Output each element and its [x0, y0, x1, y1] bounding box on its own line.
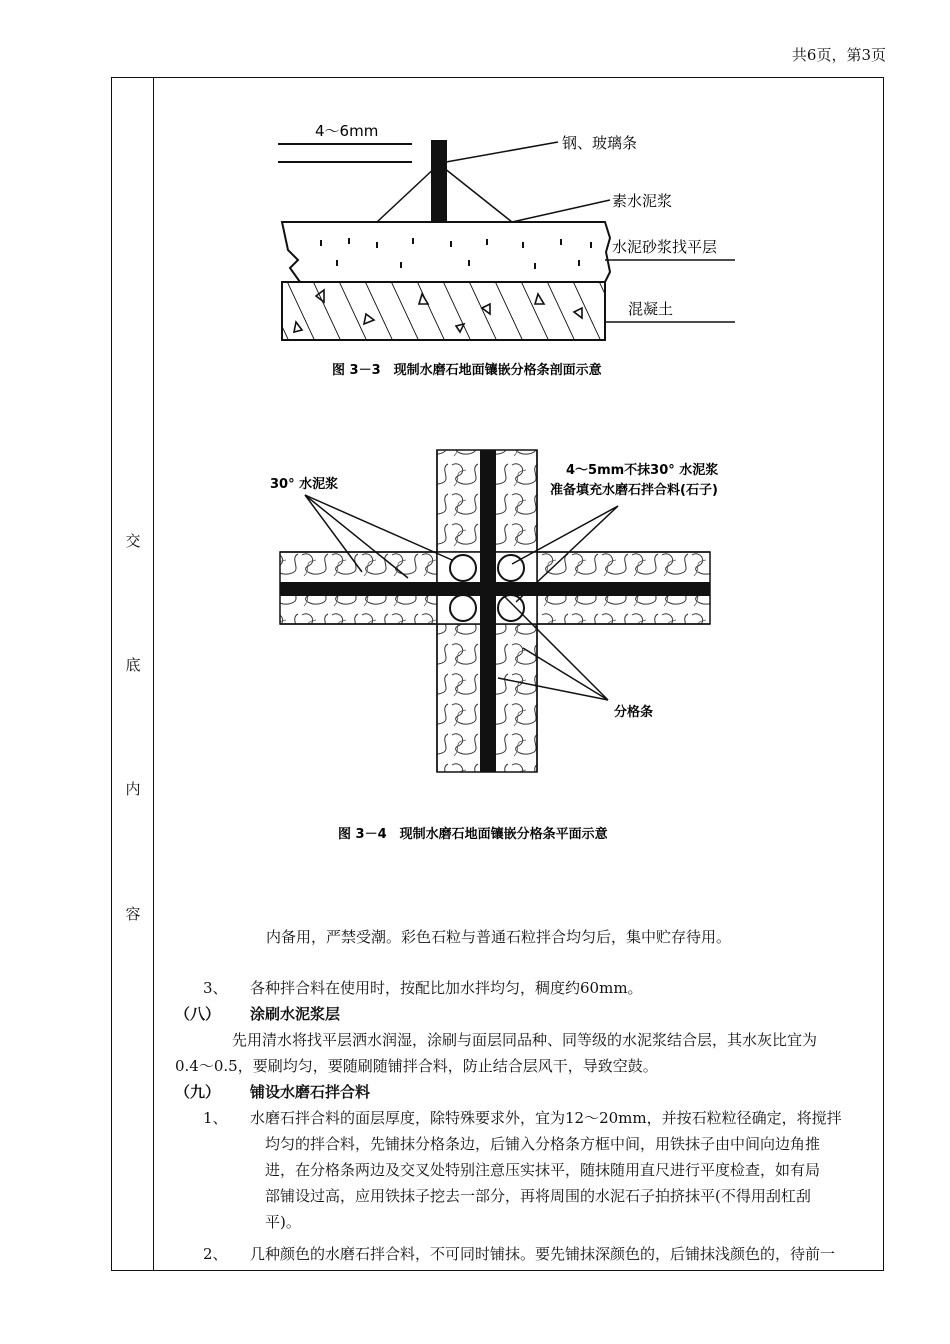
side-label-char: 容 [125, 905, 141, 923]
paragraph-continued: 内备用，严禁受潮。彩色石粒与普通石粒拌合均匀后，集中贮存待用。 [266, 928, 732, 946]
section-8-title: 涂刷水泥浆层 [250, 1005, 341, 1023]
section-9-number: （九） [175, 1083, 221, 1101]
label-leveling-layer: 水泥砂浆找平层 [612, 238, 718, 256]
side-label-char: 底 [125, 656, 141, 674]
figure-3-3-section [278, 122, 735, 378]
label-4-5mm: 4～5mm不抹30° 水泥浆 [566, 463, 719, 478]
label-cement-slurry-30: 30° 水泥浆 [270, 477, 339, 492]
item-3-number: 3、 [203, 979, 228, 997]
label-steel-glass-strip: 钢、玻璃条 [562, 134, 638, 152]
figure-3-3-caption: 图 3－3 现制水磨石地面镶嵌分格条剖面示意 [332, 363, 602, 378]
item-3-text: 各种拌合料在使用时，按配比加水拌均匀，稠度约60mm。 [250, 979, 643, 997]
figures [150, 100, 870, 864]
figure-3-4-caption: 图 3－4 现制水磨石地面镶嵌分格条平面示意 [338, 827, 608, 842]
section-8-paragraph-line: 0.4～0.5，要刷均匀，要随刷随铺拌合料，防止结合层风干，导致空鼓。 [175, 1057, 658, 1075]
item-1-line: 水磨石拌合料的面层厚度，除特殊要求外，宜为12～20mm，并按石粒粒径确定，将搅拌 [250, 1109, 842, 1127]
label-concrete: 混凝土 [628, 300, 674, 318]
side-label-char: 交 [125, 532, 141, 550]
item-1-line: 进，在分格条两边及交叉处特别注意压实抹平，随抹随用直尺进行平度检查，如有局 [265, 1161, 821, 1179]
item-2-number: 2、 [203, 1245, 228, 1263]
side-label-char: 内 [125, 780, 141, 798]
dimension-label: 4～6mm [315, 122, 379, 140]
item-2-text: 几种颜色的水磨石拌合料，不可同时铺抹。要先铺抹深颜色的，后铺抹浅颜色的，待前一 [250, 1245, 836, 1263]
item-1-line: 均匀的拌合料，先铺抹分格条边，后铺入分格条方框中间，用铁抹子由中间向边角推 [265, 1135, 821, 1153]
section-8-number: （八） [175, 1005, 221, 1023]
item-1-line: 平)。 [265, 1213, 301, 1231]
item-1-line: 部铺设过高，应用铁抹子挖去一部分，再将周围的水泥石子拍挤抹平(不得用刮杠刮 [265, 1187, 811, 1205]
item-1-number: 1、 [203, 1109, 228, 1127]
label-fill-mix: 准备填充水磨石拌合料(石子) [550, 483, 718, 498]
section-9-title: 铺设水磨石拌合料 [250, 1083, 371, 1101]
label-cement-slurry: 素水泥浆 [612, 192, 673, 210]
figure-3-4-plan [270, 450, 718, 842]
page-number: 共6页，第3页 [791, 46, 886, 64]
section-8-paragraph-line: 先用清水将找平层洒水润湿，涂刷与面层同品种、同等级的水泥浆结合层，其水灰比宜为 [232, 1031, 818, 1049]
label-divider-strip: 分格条 [614, 705, 654, 720]
